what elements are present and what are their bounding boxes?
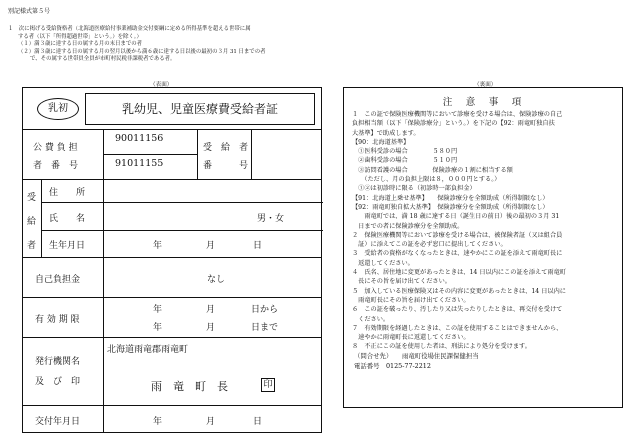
mayor-title: 雨 竜 町 長 (151, 380, 228, 393)
recipient-block (23, 180, 321, 258)
note-line: 【92：雨竜町独自拡大基準】 保険診療分を全額助成（所得制限なし） (352, 203, 549, 211)
valid-from-day: 日から (251, 305, 279, 315)
contact-label: （問合せ先） (354, 352, 390, 360)
note-line: ください。 (352, 315, 390, 323)
address-label: 住 所 (49, 188, 86, 198)
recipient-side-label: 給 (27, 217, 37, 227)
recipient-side-label: 者 (27, 241, 37, 251)
issue-date-row (23, 406, 321, 433)
contact-info (354, 351, 479, 371)
phone-label: 電話番号 (354, 362, 380, 370)
birth-day-unit: 日 (253, 241, 263, 251)
eligibility-notes (8, 26, 348, 64)
recipient-number-label-2: 番 号 (203, 161, 249, 171)
payer-number: 91011155 (115, 158, 164, 169)
form-number: 別記様式第５号 (8, 8, 51, 15)
back-side-label: （裏面） (474, 82, 497, 88)
note-line: （ただし、月の負担上限は８，０００円とする。） (352, 176, 501, 184)
note-line: １ この証で保険医療機関等において診療を受ける場合は、保険診療の自己 (352, 111, 563, 118)
note-line: 【91：北海道上乗せ基準】 保険診療分を全額助成（所得制限なし） (352, 194, 549, 202)
notes-heading: 注 意 事 項 (442, 97, 524, 108)
official-seal: 印 (261, 378, 275, 392)
certificate-back-notes (343, 87, 623, 408)
issue-year-unit: 年 (153, 417, 163, 427)
note-line: 速やかに雨竜町長に返還してください。 (352, 334, 470, 342)
name-label: 氏 名 (49, 214, 86, 224)
payer-number-label-2: 者 番 号 (33, 161, 79, 171)
valid-from-year: 年 (153, 305, 163, 315)
note-line: する者（以下「所得超過世帯」という。）を除く。） (18, 33, 142, 40)
note-line: ③訪問看護の場合 保険診療の１割に相当する額 (352, 166, 513, 174)
issue-date-label: 交付年月日 (35, 417, 81, 427)
recipient-certificate-front (22, 87, 322, 433)
note-line: 雨竜町長にその旨を届け出てください。 (352, 296, 470, 304)
number-row (23, 130, 321, 180)
issuer-label: 発行機関名 (35, 357, 81, 367)
note-line: 【90：北海道基準】 (352, 138, 410, 146)
copay-label: 自己負担金 (35, 275, 81, 285)
note-line: 負担相当額（以下「保険診療分」という。）を下記の【92：雨竜町独自扶 (352, 120, 555, 128)
valid-from-month: 月 (206, 305, 216, 315)
gender-options: 男・女 (257, 214, 285, 224)
issuer-row (23, 338, 321, 406)
payer-number: 90011156 (115, 133, 164, 144)
valid-until-year: 年 (153, 323, 163, 333)
issue-month-unit: 月 (206, 417, 216, 427)
validity-row (23, 298, 321, 338)
recipient-number-label: 受 給 者 (203, 143, 249, 153)
note-line: で、その属する世帯員全員が市町村民税非課税者である者。 (30, 56, 176, 63)
front-side-label: （表面） (150, 82, 173, 88)
validity-label: 有 効 期 限 (35, 315, 80, 325)
title-row (23, 88, 321, 130)
note-line: ①②は初診時に限る（初診時一部負担金） (352, 185, 476, 193)
copay-value: なし (207, 275, 226, 285)
payer-number-label: 公 費 負 担 (33, 143, 78, 153)
certificate-title: 乳幼児、児童医療費受給者証 (85, 93, 315, 125)
contact-office: 雨竜町役場住民課保健担当 (401, 352, 479, 360)
note-line: ①医科受診の場合 ５８０円 (352, 148, 458, 156)
note-line: 大基準】で助成します。 (352, 129, 420, 137)
valid-until-day: 日まで (251, 323, 279, 333)
note-line: 長にその旨を届け出てください。 (352, 278, 451, 286)
phone-number: 0125-77-2212 (385, 362, 431, 370)
note-line: （２）満３歳に達する日の属する月の翌月以後から満６歳に達する日以後の最初の３月 31 日までの者 (18, 48, 266, 55)
note-line: （１）満３歳に達する日の属する月の末日までの者 (18, 41, 142, 48)
note-line: １ 次に掲げる受給資格者（北海道医療給付事業補助金交付要綱に定める所得基準を超える世帯に属 (8, 26, 251, 32)
valid-until-month: 月 (206, 323, 216, 333)
birth-year-unit: 年 (153, 241, 163, 251)
note-line: 証）に添えてこの証を必ず窓口に提出してください。 (352, 241, 507, 249)
note-line: ２ 保険医療機関等において診療を受ける場合は、被保険者証（又は組合員 (352, 231, 563, 239)
birth-date-label: 生年月日 (49, 241, 86, 251)
note-line: 返還してください。 (352, 259, 414, 267)
issuer-label-2: 及 び 印 (35, 377, 81, 387)
birth-month-unit: 月 (206, 241, 216, 251)
note-line: ６ この証を破ったり、汚したり又は失ったりしたときは、再交付を受けて (352, 306, 563, 314)
note-line: ５ 加入している医療保険又はその内容に変更があったときは、14 日以内に (352, 287, 566, 295)
note-line: 日までの者に保険診療分を全額助成。 (352, 222, 464, 230)
note-line: ②歯科受診の場合 ５１０円 (352, 157, 458, 165)
note-line: 雨竜町では、満 18 歳に達する日（誕生日の前日）後の最初の３月 31 (352, 213, 560, 221)
recipient-side-label: 受 (27, 193, 37, 203)
note-line: ８ 不正にこの証を使用した者は、刑法により処分を受けます。 (352, 343, 531, 351)
notes-body (352, 110, 618, 352)
copay-row (23, 258, 321, 298)
issue-day-unit: 日 (253, 417, 263, 427)
note-line: ３ 受給者の資格がなくなったときは、速やかにこの証を添えて雨竜町長に (352, 250, 563, 258)
note-line: ７ 有効期限を経過したときは、この証を使用することはできませんから、 (352, 324, 563, 332)
issuer-name: 北海道雨竜郡雨竜町 (107, 345, 189, 355)
note-line: ４ 氏名、居住地に変更があったときは、14 日以内にこの証を添えて雨竜町 (352, 269, 566, 277)
program-badge: 乳初 (37, 98, 79, 120)
